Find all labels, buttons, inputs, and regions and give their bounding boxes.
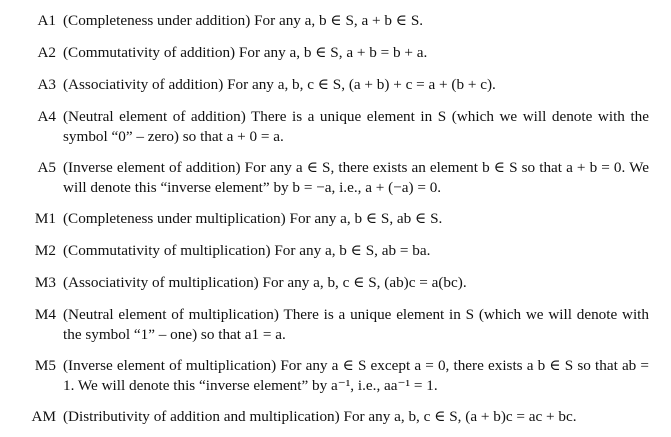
axiom-text: (Distributivity of addition and multiplication) For any a, b, c ∈ S, (a + b)c = ac + bc.: [63, 408, 577, 425]
axiom-text: (Completeness under addition) For any a, b ∈ S, a + b ∈ S.: [63, 12, 424, 29]
axiom-label: M5: [34, 357, 56, 374]
axiom-label: M3: [34, 274, 56, 291]
axiom-text: (Commutativity of addition) For any a, b ∈ S, a + b = b + a.: [63, 44, 428, 61]
axiom-text: (Associativity of multiplication) For any a, b, c ∈ S, (ab)c = a(bc).: [63, 274, 467, 291]
axiom-label: M2: [34, 242, 56, 259]
axiom-label: A1: [37, 12, 56, 29]
axiom-label: M4: [34, 306, 56, 323]
axiom-label: A4: [37, 108, 56, 125]
axiom-text: (Completeness under multiplication) For any a, b ∈ S, ab ∈ S.: [63, 210, 443, 227]
axiom-text: (Neutral element of addition) There is a unique element in S (which we will denote with the symbol “0” – zero) so that a + 0 = a.: [63, 108, 649, 145]
axiom-text: (Associativity of addition) For any a, b, c ∈ S, (a + b) + c = a + (b + c).: [63, 76, 496, 93]
axiom-label: AM: [31, 408, 56, 425]
axiom-text: (Commutativity of multiplication) For any a, b ∈ S, ab = ba.: [63, 242, 431, 259]
axiom-label: A3: [37, 76, 56, 93]
axiom-text: (Inverse element of addition) For any a ∈ S, there exists an element b ∈ S so that a + b = 0. We will denote this “inverse element” by b = −a, i.e., a + (−a) = 0.: [63, 159, 649, 196]
axiom-label: A2: [37, 44, 56, 61]
axiom-label: M1: [34, 210, 56, 227]
axiom-label: A5: [37, 159, 56, 176]
axiom-text: (Inverse element of multiplication) For any a ∈ S except a = 0, there exists a b ∈ S so that ab = 1. We will denote this “inverse element” by a⁻¹, i.e., aa⁻¹ = 1.: [63, 357, 649, 394]
axiom-text: (Neutral element of multiplication) There is a unique element in S (which we will denote with the symbol “1” – one) so that a1 = a.: [63, 306, 649, 343]
